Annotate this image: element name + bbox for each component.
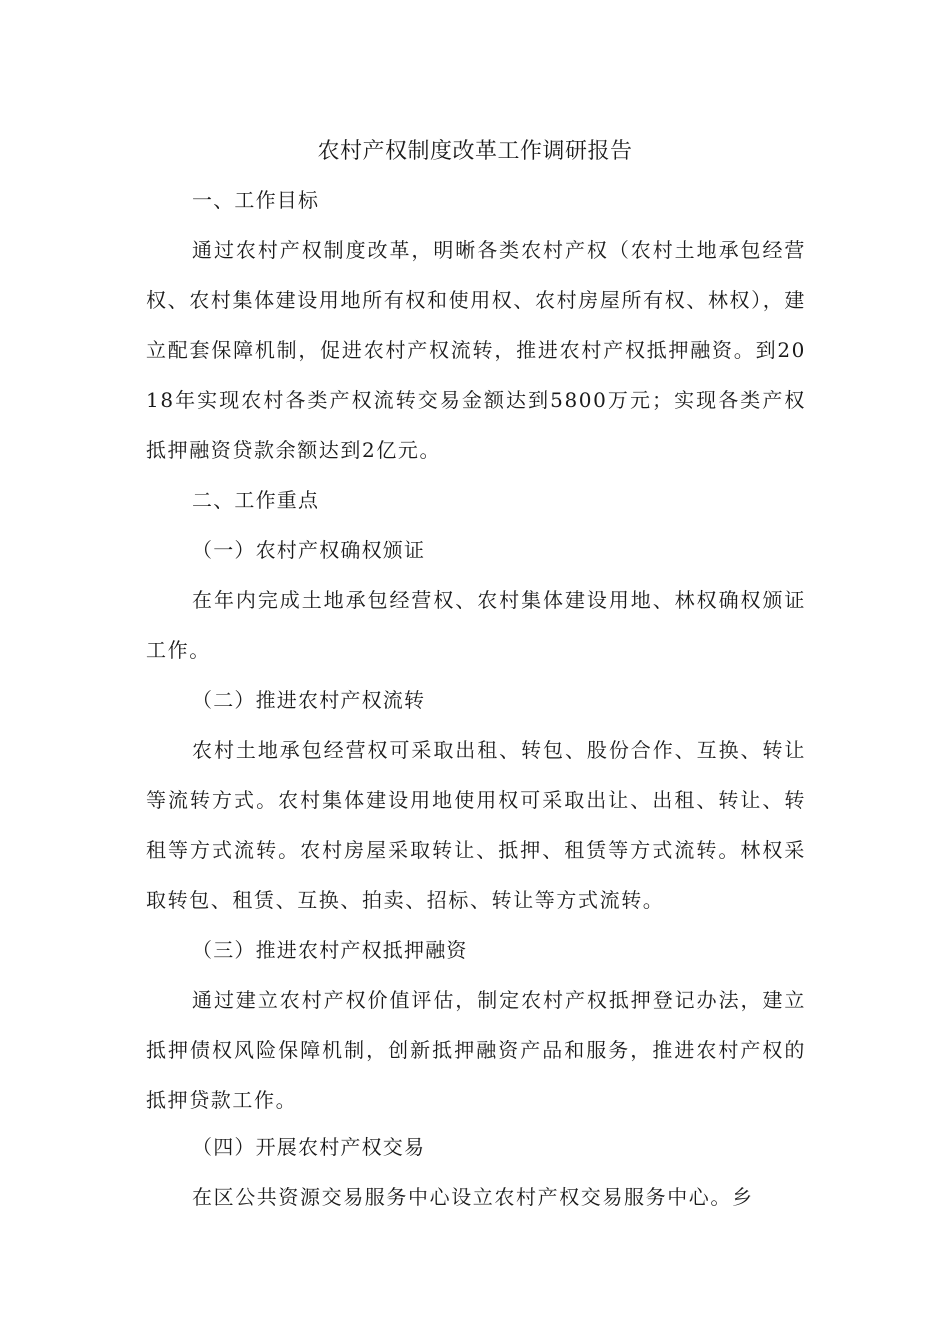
paragraph-transfer: 农村土地承包经营权可采取出租、转包、股份合作、互换、转让等流转方式。农村集体建设用地使用权可采取出让、出租、转让、转租等方式流转。农村房屋采取转让、抵押、租赁等方式流转。林权采取转包、租赁、互换、拍卖、招标、转让等方式流转。 — [146, 738, 806, 912]
paragraph-certification: 在年内完成土地承包经营权、农村集体建设用地、林权确权颁证工作。 — [146, 588, 806, 662]
subsection-heading-mortgage: （三）推进农村产权抵押融资 — [192, 938, 468, 962]
subsection-heading-transfer: （二）推进农村产权流转 — [192, 688, 426, 712]
paragraph-goals: 通过农村产权制度改革，明晰各类农村产权（农村土地承包经营权、农村集体建设用地所有权和使用权、农村房屋所有权、林权），建立配套保障机制，促进农村产权流转，推进农村产权抵押融资。到2018年实现农村各类产权流转交易金额达到5800万元；实现各类产权抵押融资贷款余额达到2亿元。 — [146, 238, 806, 462]
paragraph-trading: 在区公共资源交易服务中心设立农村产权交易服务中心。乡 — [192, 1185, 754, 1209]
subsection-heading-certification: （一）农村产权确权颁证 — [192, 538, 426, 562]
subsection-heading-trading: （四）开展农村产权交易 — [192, 1135, 426, 1159]
section-heading-focus: 二、工作重点 — [192, 488, 320, 512]
section-heading-goals: 一、工作目标 — [192, 188, 320, 212]
document-title: 农村产权制度改革工作调研报告 — [317, 139, 633, 164]
paragraph-mortgage: 通过建立农村产权价值评估，制定农村产权抵押登记办法，建立抵押债权风险保障机制，创新抵押融资产品和服务，推进农村产权的抵押贷款工作。 — [146, 988, 806, 1112]
